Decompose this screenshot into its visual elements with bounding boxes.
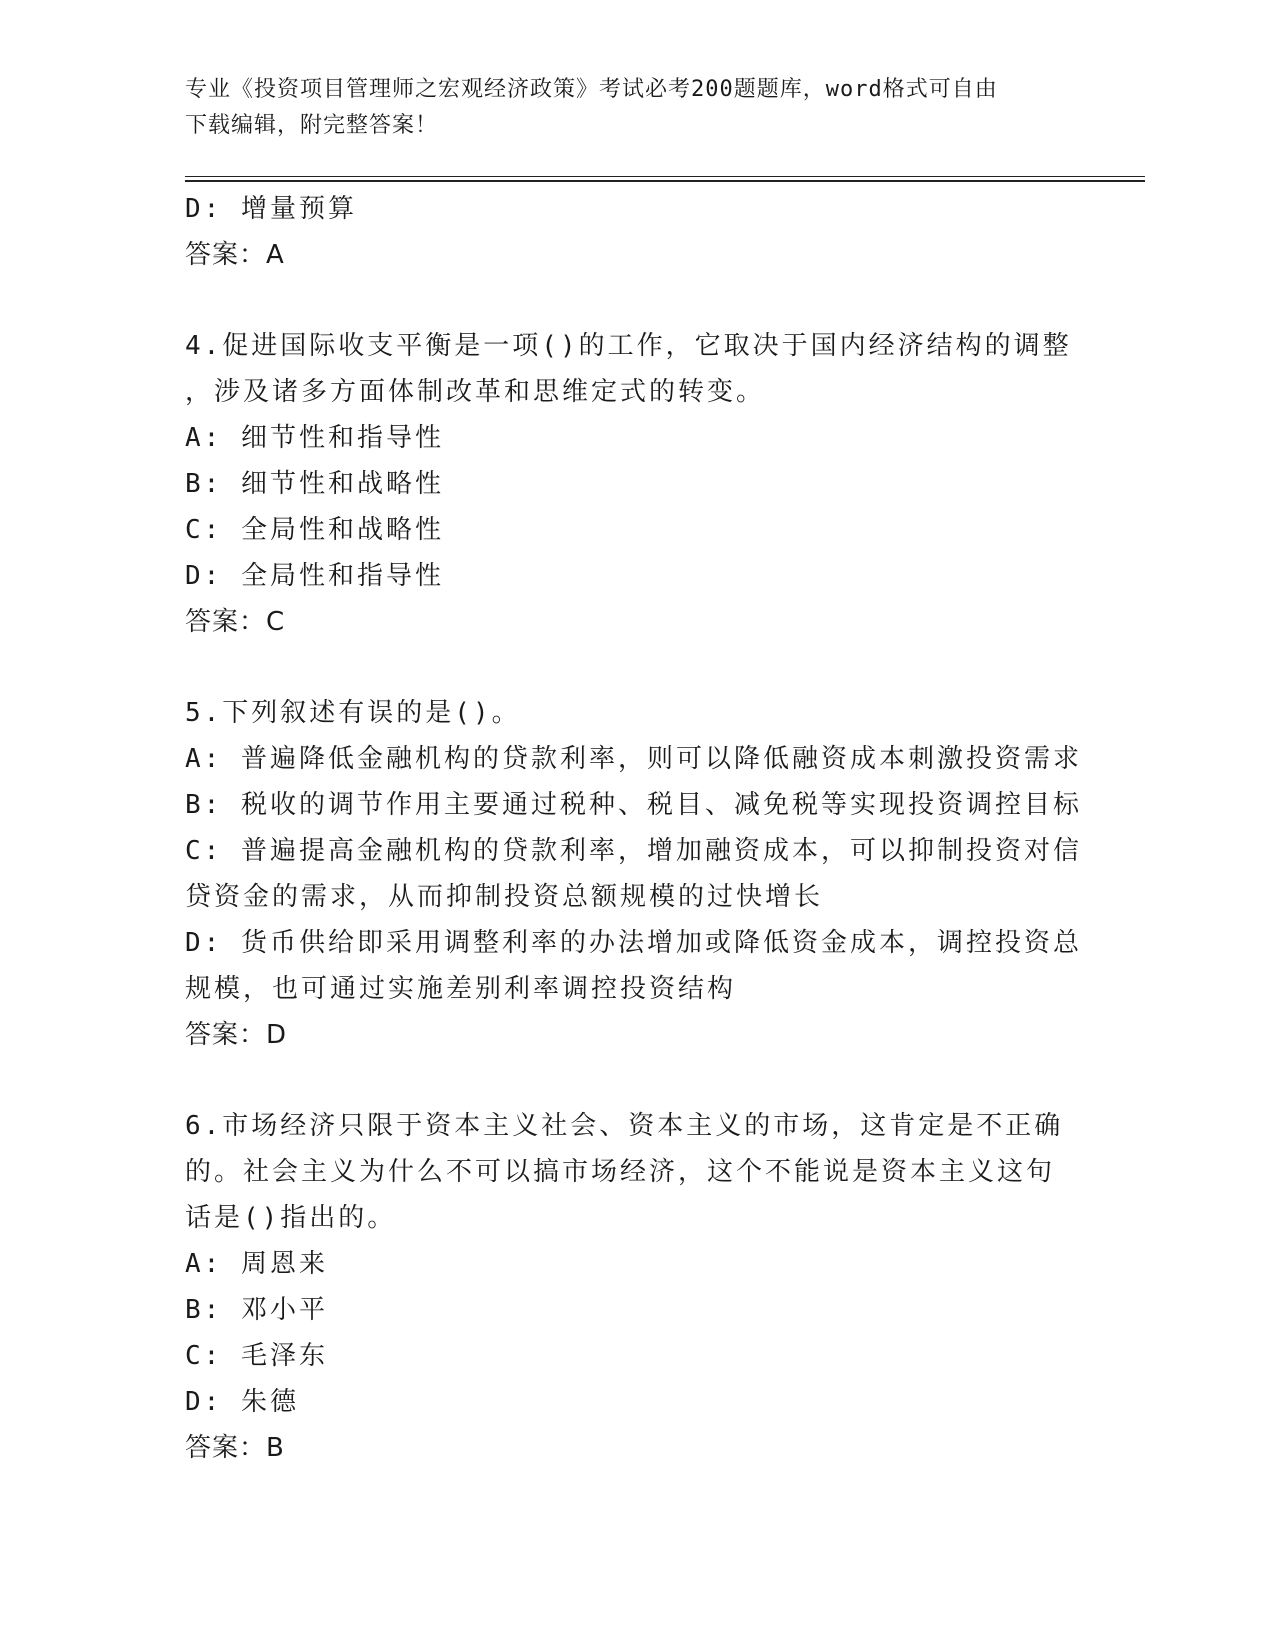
document-header xyxy=(185,72,1065,144)
option-c: C: 普遍提高金融机构的贷款利率，增加融资成本，可以抑制投资对信 xyxy=(185,836,1082,866)
question-list xyxy=(185,186,1085,1471)
answer-line: 答案：B xyxy=(185,1433,285,1463)
answer-line: 答案：D xyxy=(185,1020,288,1050)
option-b: B: 细节性和战略性 xyxy=(185,469,444,499)
option-c: C: 全局性和战略性 xyxy=(185,515,444,545)
question-stem: 6.市场经济只限于资本主义社会、资本主义的市场，这肯定是不正确 xyxy=(185,1111,1064,1141)
question-stem: 4.促进国际收支平衡是一项()的工作，它取决于国内经济结构的调整 xyxy=(185,331,1072,361)
spacer xyxy=(185,645,1085,690)
question-5 xyxy=(185,690,1085,1058)
header-line-1: 专业《投资项目管理师之宏观经济政策》考试必考200题题库，word格式可自由 xyxy=(185,77,998,102)
header-divider-top xyxy=(185,176,1145,177)
option-a: A: 周恩来 xyxy=(185,1249,328,1279)
option-c: C: 毛泽东 xyxy=(185,1341,328,1371)
header-line-2: 下载编辑，附完整答案！ xyxy=(185,113,439,138)
question-6 xyxy=(185,1103,1085,1471)
option-d: D: 朱德 xyxy=(185,1387,299,1417)
spacer xyxy=(185,278,1085,323)
question-stem-cont: ，涉及诸多方面体制改革和思维定式的转变。 xyxy=(185,377,766,407)
answer-line: 答案：A xyxy=(185,240,285,270)
header-divider-bottom xyxy=(185,180,1145,182)
option-b: B: 税收的调节作用主要通过税种、税目、减免税等实现投资调控目标 xyxy=(185,790,1082,820)
option-b: B: 邓小平 xyxy=(185,1295,328,1325)
question-stem-cont: 话是()指出的。 xyxy=(185,1203,397,1233)
question-4 xyxy=(185,323,1085,645)
option-a: A: 细节性和指导性 xyxy=(185,423,444,453)
question-stem-cont: 的。社会主义为什么不可以搞市场经济，这个不能说是资本主义这句 xyxy=(185,1157,1056,1187)
answer-line: 答案：C xyxy=(185,607,286,637)
question-3-tail xyxy=(185,186,1085,278)
spacer xyxy=(185,1058,1085,1103)
option-d-cont: 规模，也可通过实施差别利率调控投资结构 xyxy=(185,974,737,1004)
option-d: D: 增量预算 xyxy=(185,194,357,224)
option-c-cont: 贷资金的需求，从而抑制投资总额规模的过快增长 xyxy=(185,882,824,912)
option-d: D: 货币供给即采用调整利率的办法增加或降低资金成本，调控投资总 xyxy=(185,928,1082,958)
option-a: A: 普遍降低金融机构的贷款利率，则可以降低融资成本刺激投资需求 xyxy=(185,744,1082,774)
question-stem: 5.下列叙述有误的是()。 xyxy=(185,698,521,728)
option-d: D: 全局性和指导性 xyxy=(185,561,444,591)
